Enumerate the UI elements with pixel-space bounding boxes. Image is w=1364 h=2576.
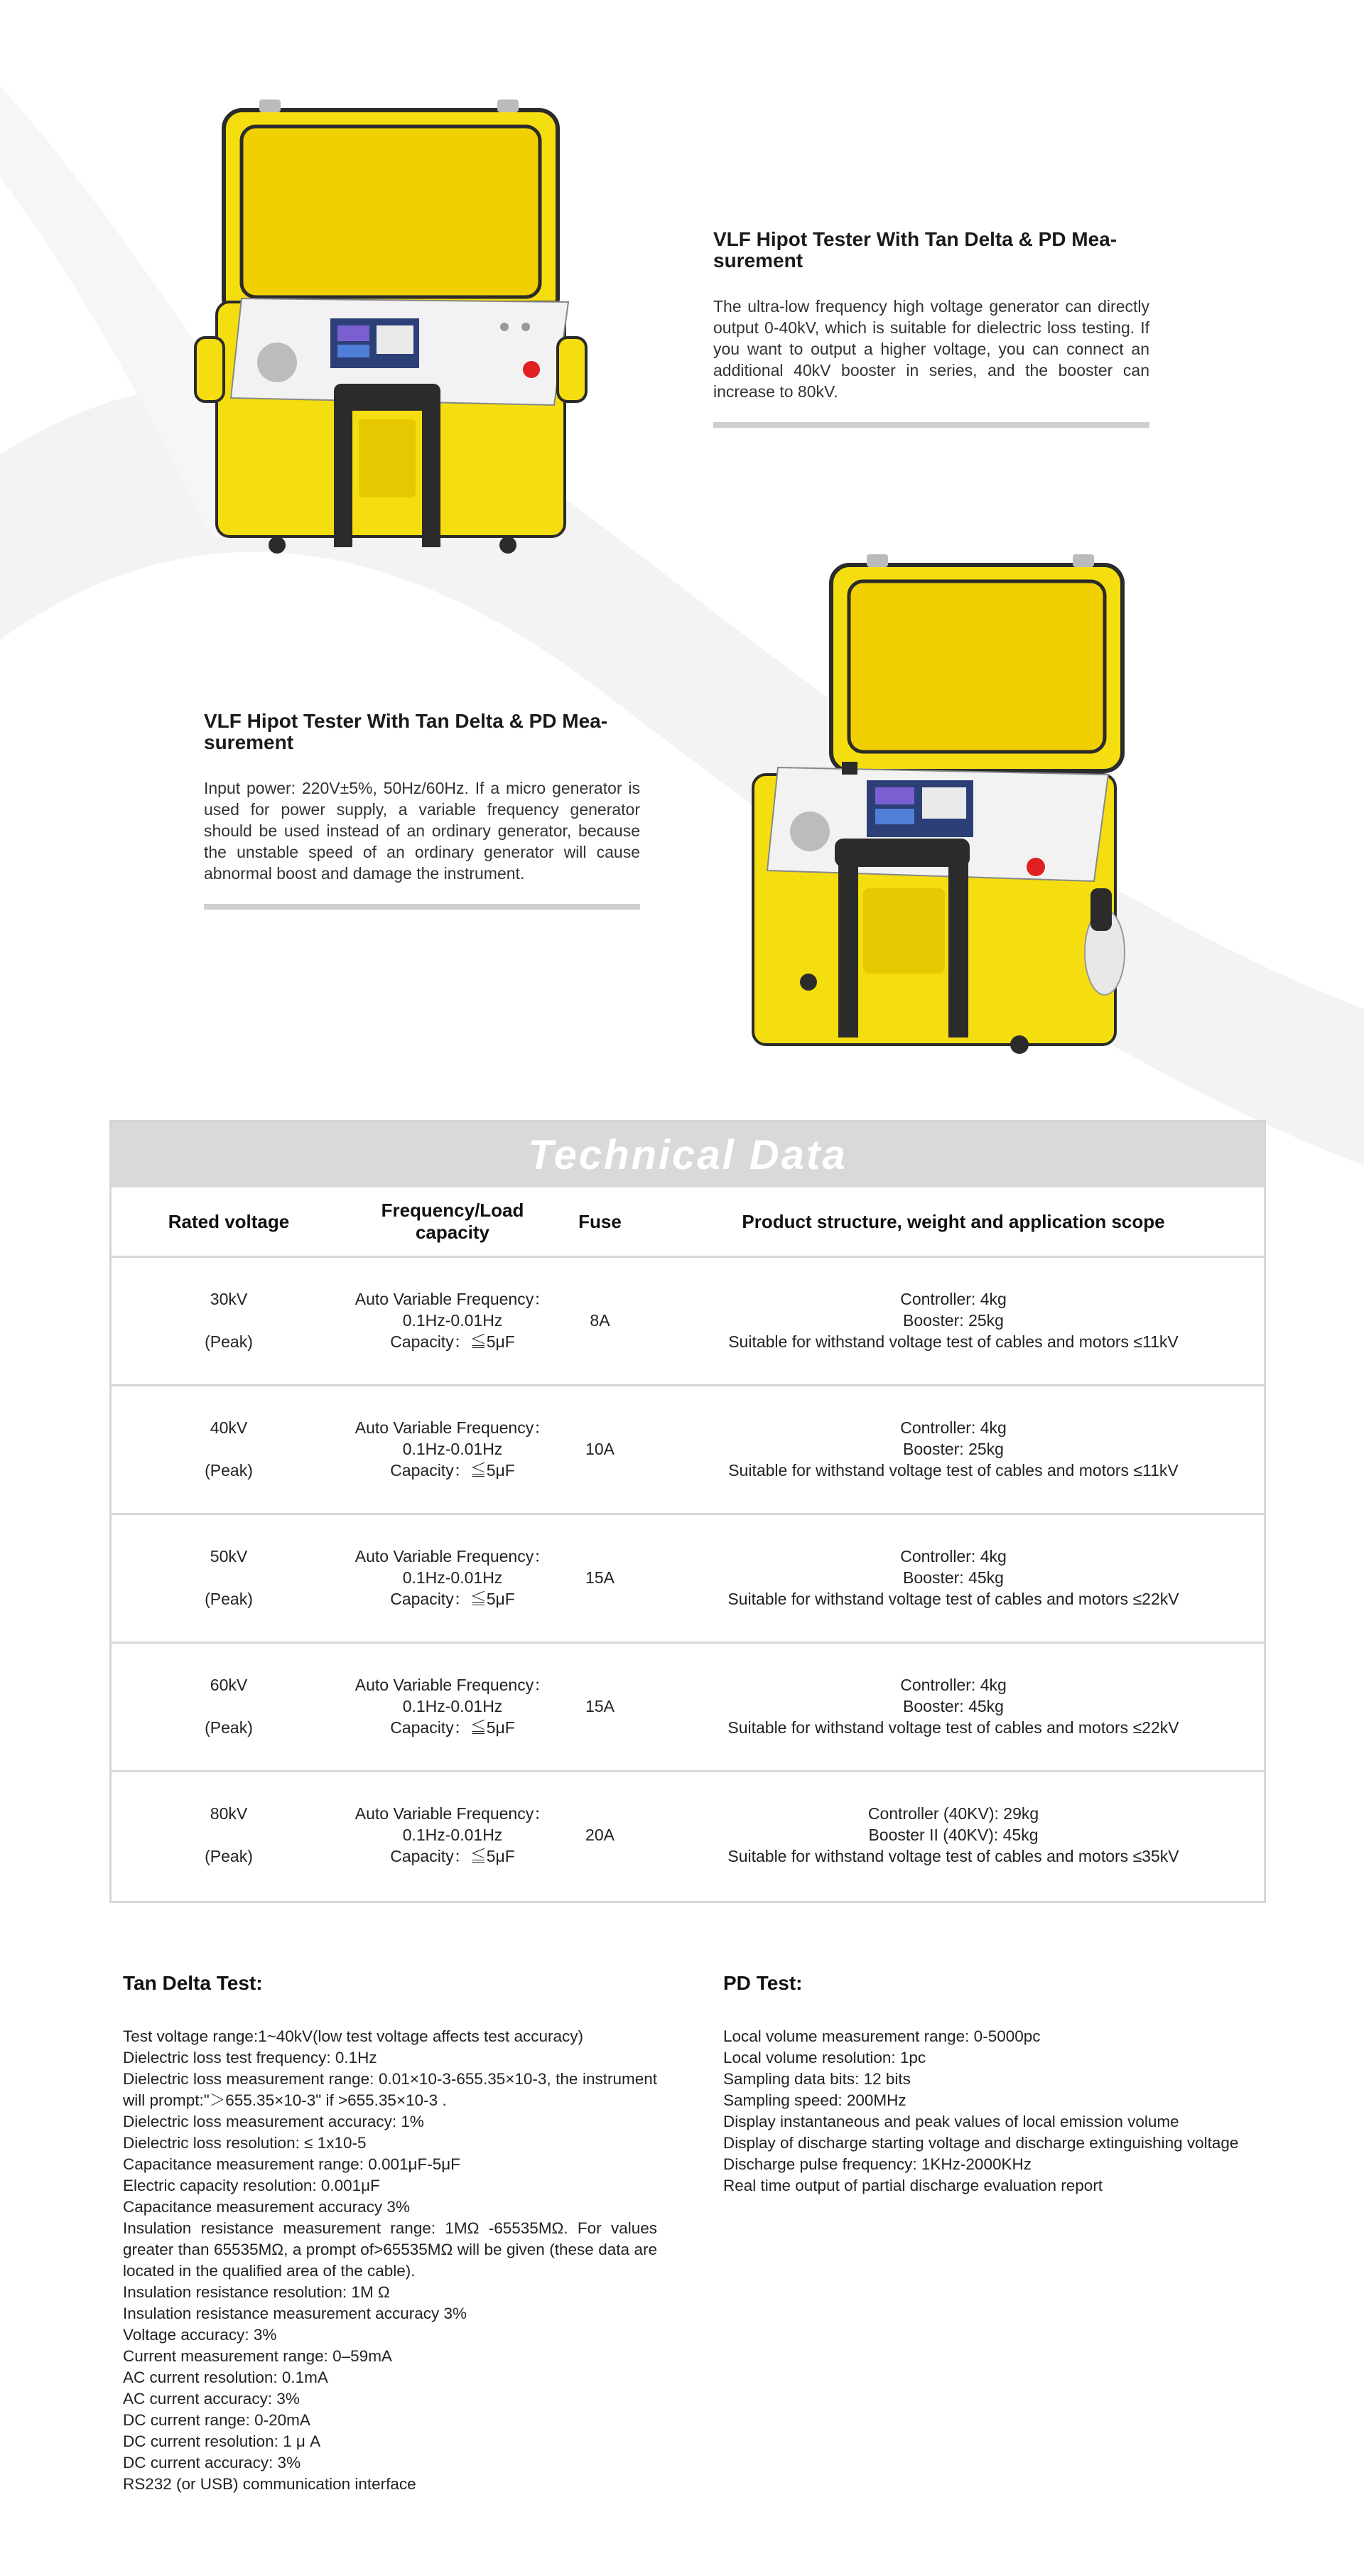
list-item: Discharge pulse frequency: 1KHz-2000KHz [723, 2155, 1032, 2173]
tan-delta-list [123, 2026, 657, 2495]
freq-range: 0.1Hz-0.01Hz [402, 1439, 503, 1458]
list-item: Real time output of partial discharge evaluation report [723, 2177, 1103, 2194]
application-scope: Suitable for withstand voltage test of cables and motors ≤11kV [728, 1460, 1179, 1480]
header-fuse: Fuse [578, 1210, 622, 1232]
capacity: Capacity：≦5μF [390, 1846, 515, 1865]
vlf-tester-image-2 [739, 554, 1137, 1066]
table-row [112, 1256, 1264, 1386]
feature-body-2: Input power: 220V±5%, 50Hz/60Hz. If a micro generator is used for power supply, a variable frequency generator should be used instead of an ordinary generator, because the unstable speed of an ordinary generator will cause abnormal boost and damage the instrument. [204, 779, 640, 883]
application-scope: Suitable for withstand voltage test of cables and motors ≤22kV [727, 1718, 1179, 1737]
list-item: Capacitance measurement accuracy 3% [123, 2198, 410, 2216]
header-frequency-load: Frequency/Load capacity [381, 1200, 524, 1243]
technical-data-banner [112, 1122, 1264, 1187]
controller-weight: Controller: 4kg [900, 1675, 1007, 1694]
application-scope: Suitable for withstand voltage test of cables and motors ≤22kV [727, 1589, 1179, 1608]
pd-test-title: PD Test: [723, 1972, 803, 1994]
controller-weight: Controller: 4kg [900, 1418, 1007, 1437]
list-item: Dielectric loss measurement accuracy: 1% [123, 2113, 424, 2130]
freq-line: Auto Variable Frequency： [354, 1804, 551, 1823]
list-item: DC current resolution: 1 μ A [123, 2432, 321, 2450]
list-item: Sampling speed: 200MHz [723, 2091, 906, 2109]
list-item: DC current range: 0-20mA [123, 2411, 310, 2429]
application-scope: Suitable for withstand voltage test of cables and motors ≤35kV [727, 1846, 1179, 1865]
list-item: Display instantaneous and peak values of local emission volume [723, 2113, 1179, 2130]
rated-voltage: 60kV [210, 1675, 248, 1694]
list-item: Capacitance measurement range: 0.001μF-5μF [123, 2155, 460, 2173]
tan-delta-title: Tan Delta Test: [123, 1972, 263, 1994]
technical-data-table [109, 1120, 1266, 1903]
list-item: Dielectric loss measurement range: 0.01×10-3-655.35×10-3, the instrument will prompt:"＞655.35×10-3" if ˃655.35×10-3 . [123, 2070, 657, 2109]
list-item: Current measurement range: 0–59mA [123, 2347, 392, 2365]
table-header [112, 1187, 1264, 1258]
booster-weight: Booster: 45kg [903, 1568, 1004, 1587]
header-structure-weight: Product structure, weight and application scope [742, 1210, 1165, 1232]
fuse-value: 10A [585, 1439, 615, 1458]
divider-rule-2 [204, 904, 640, 910]
feature-title-1: VLF Hipot Tester With Tan Delta & PD Mea-surement [713, 228, 1117, 271]
booster-weight: Booster: 25kg [903, 1310, 1004, 1330]
rated-voltage: 30kV [210, 1289, 248, 1308]
list-item: DC current accuracy: 3% [123, 2454, 301, 2472]
application-scope: Suitable for withstand voltage test of cables and motors ≤11kV [728, 1332, 1179, 1351]
booster-weight: Booster: 25kg [903, 1439, 1004, 1458]
rated-voltage: 40kV [210, 1418, 248, 1437]
fuse-value: 15A [585, 1696, 615, 1715]
list-item: Electric capacity resolution: 0.001μF [123, 2177, 380, 2194]
fuse-value: 15A [585, 1568, 615, 1587]
freq-range: 0.1Hz-0.01Hz [402, 1568, 503, 1587]
booster-weight: Booster: 45kg [903, 1696, 1004, 1715]
peak-label: (Peak) [205, 1718, 253, 1737]
capacity: Capacity：≦5μF [390, 1460, 515, 1480]
divider-rule-1 [713, 422, 1149, 428]
controller-weight: Controller: 4kg [900, 1546, 1007, 1565]
peak-label: (Peak) [205, 1460, 253, 1480]
freq-range: 0.1Hz-0.01Hz [402, 1825, 503, 1844]
list-item: Insulation resistance measurement range: 1MΩ -65535MΩ. For values greater than 65535MΩ, a prompt of>65535MΩ will be given (these data are located in the qualified area of the cable). [123, 2219, 657, 2280]
freq-range: 0.1Hz-0.01Hz [402, 1696, 503, 1715]
list-item: Voltage accuracy: 3% [123, 2326, 277, 2344]
list-item: AC current accuracy: 3% [123, 2390, 300, 2408]
peak-label: (Peak) [205, 1846, 253, 1865]
list-item: Test voltage range:1~40kV(low test voltage affects test accuracy) [123, 2027, 584, 2045]
table-body [112, 1256, 1264, 1901]
controller-weight: Controller: 4kg [900, 1289, 1007, 1308]
capacity: Capacity：≦5μF [390, 1589, 515, 1608]
freq-range: 0.1Hz-0.01Hz [402, 1310, 503, 1330]
pd-test-section [723, 1972, 1256, 2197]
list-item: Sampling data bits: 12 bits [723, 2070, 911, 2088]
freq-line: Auto Variable Frequency： [354, 1546, 551, 1565]
table-row [112, 1642, 1264, 1772]
header-rated-voltage: Rated voltage [168, 1210, 290, 1232]
table-row [112, 1384, 1264, 1515]
list-item: Insulation resistance measurement accuracy 3% [123, 2305, 467, 2322]
feature-body-1: The ultra-low frequency high voltage generator can directly output 0-40kV, which is suitable for dielectric loss testing. If you want to output a higher voltage, you can connect an additional 40kV booster in series, and the booster can increase to 80kV. [713, 297, 1149, 401]
rated-voltage: 80kV [210, 1804, 248, 1823]
capacity: Capacity：≦5μF [390, 1718, 515, 1737]
list-item: Display of discharge starting voltage and discharge extinguishing voltage [723, 2134, 1239, 2152]
list-item: Local volume resolution: 1pc [723, 2049, 926, 2066]
fuse-value: 20A [585, 1825, 615, 1844]
freq-line: Auto Variable Frequency： [354, 1675, 551, 1694]
table-row [112, 1513, 1264, 1644]
list-item: Insulation resistance resolution: 1M Ω [123, 2283, 390, 2301]
list-item: Dielectric loss test frequency: 0.1Hz [123, 2049, 377, 2066]
pd-test-list [723, 2026, 1256, 2197]
list-item: RS232 (or USB) communication interface [123, 2475, 416, 2493]
list-item: Local volume measurement range: 0-5000pc [723, 2027, 1041, 2045]
capacity: Capacity：≦5μF [390, 1332, 515, 1351]
peak-label: (Peak) [205, 1332, 253, 1351]
fuse-value: 8A [590, 1310, 610, 1330]
table-row [112, 1770, 1264, 1899]
booster-weight: Booster II (40KV): 45kg [868, 1825, 1039, 1844]
vlf-tester-image-1 [192, 99, 590, 561]
freq-line: Auto Variable Frequency： [354, 1418, 551, 1437]
rated-voltage: 50kV [210, 1546, 248, 1565]
feature-title-2: VLF Hipot Tester With Tan Delta & PD Mea-surement [204, 710, 608, 753]
list-item: AC current resolution: 0.1mA [123, 2368, 328, 2386]
freq-line: Auto Variable Frequency： [354, 1289, 551, 1308]
peak-label: (Peak) [205, 1589, 253, 1608]
technical-data-title: Technical Data [528, 1131, 848, 1178]
feature-block-1 [713, 229, 1149, 428]
controller-weight: Controller (40KV): 29kg [867, 1804, 1039, 1823]
feature-block-2 [204, 711, 640, 910]
list-item: Dielectric loss resolution: ≤ 1x10-5 [123, 2134, 367, 2152]
tan-delta-section [123, 1972, 657, 2495]
